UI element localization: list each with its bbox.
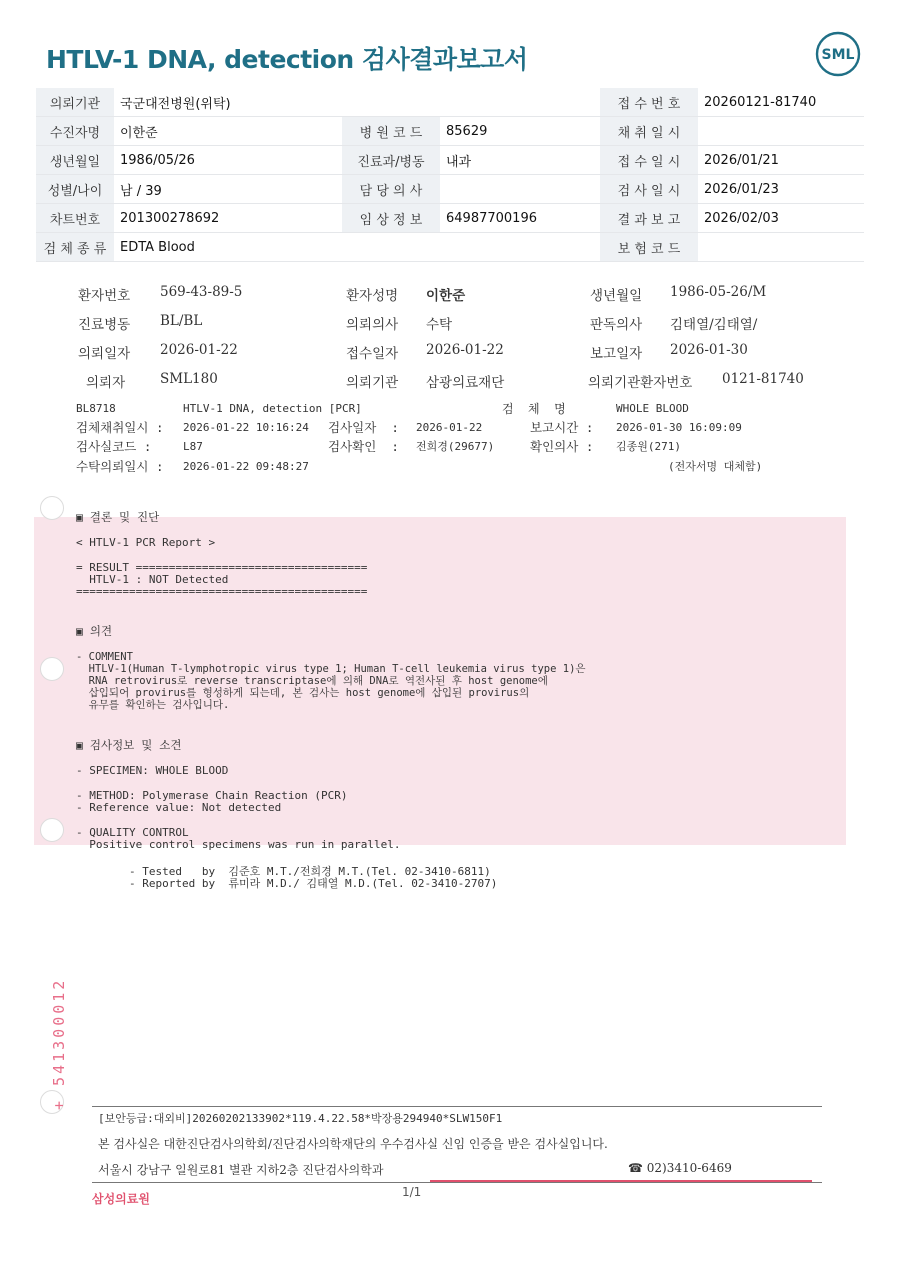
comment-block: - COMMENT HTLV-1(Human T-lymphotropic virus type 1; Human T-cell leukemia virus type 1)은 RNA retrovirus로 reverse transcriptase에 의해 DNA로 역전사된 후 host genome에 삽입되어 provirus를 형성하게 되는데, 본 검사는 host genome에 삽입된 provirus의 유무를 확인하는 검사입니다. [76, 651, 586, 711]
patient-no: 569-43-89-5 [160, 284, 243, 300]
specimen-label: 검 체 명 [502, 402, 566, 416]
collect-label: 검체채취일시 : [76, 420, 164, 435]
info-label: 접 수 번 호 [600, 88, 698, 117]
room-label: 검사실코드 : [76, 439, 152, 454]
reading-doctor-label: 판독의사 [590, 317, 643, 333]
report-date: 2026-01-30 [670, 342, 748, 358]
collect: 2026-01-22 10:16:24 [183, 421, 309, 434]
qc-block: - QUALITY CONTROL Positive control specimens was run in parallel. [76, 826, 401, 851]
confirm-doctor-label: 확인의사 : [530, 439, 594, 454]
ref-inst: 삼광의료재단 [426, 375, 505, 391]
table-row [36, 117, 864, 146]
inst-patient-no-label: 의뢰기관환자번호 [588, 375, 693, 391]
hospital-name: 삼성의료원 [92, 1192, 150, 1206]
esign-note: (전자서명 대체함) [668, 460, 763, 473]
info-label: 병 원 코 드 [342, 117, 440, 146]
method-block: - METHOD: Polymerase Chain Reaction (PCR) - Reference value: Not detected [76, 789, 348, 814]
footer-bottom-divider [92, 1182, 822, 1183]
test-date: 2026-01-22 [416, 421, 483, 434]
footer-top-divider [92, 1106, 822, 1107]
table-row [36, 88, 864, 117]
receipt-date: 2026-01-22 [426, 342, 504, 358]
receipt-date-label: 접수일자 [346, 346, 399, 362]
info-label: 검 사 일 시 [600, 175, 698, 204]
patient-no-label: 환자번호 [78, 288, 131, 304]
report-subtitle: < HTLV-1 PCR Report > [76, 536, 216, 549]
info-label: 담 당 의 사 [342, 175, 440, 204]
punch-hole [40, 818, 64, 842]
certification-text: 본 검사실은 대한진단검사의학회/진단검사의학재단의 우수검사실 신임 인증을 받은 검사실입니다. [98, 1137, 608, 1151]
info-label: 임 상 정 보 [342, 204, 440, 233]
info-label: 접 수 일 시 [600, 146, 698, 175]
address-text: 서울시 강남구 일원로81 별관 지하2층 진단검사의학과 [98, 1163, 384, 1177]
consign: 2026-01-22 09:48:27 [183, 460, 309, 473]
room: L87 [183, 440, 203, 453]
punch-hole [40, 496, 64, 520]
reading-doctor: 김태열/김태열/ [670, 317, 758, 333]
info-value: 64987700196 [440, 204, 600, 233]
request-date: 2026-01-22 [160, 342, 238, 358]
page-number: 1/1 [402, 1185, 422, 1199]
info-value: 1986/05/26 [114, 146, 342, 175]
report-time: 2026-01-30 16:09:09 [616, 421, 742, 434]
info-value [440, 175, 600, 204]
info-label: 진료과/병동 [342, 146, 440, 175]
signature-block: - Tested by 김준호 M.T./전희경 M.T.(Tel. 02-3410-6811) - Reported by 류미라 M.D./ 김태열 M.D.(Tel. 02-3410-2707) [128, 865, 498, 890]
ward-label: 진료병동 [78, 317, 131, 333]
info-value: 남 / 39 [114, 175, 342, 204]
info-empty [342, 88, 440, 117]
inst-patient-no: 0121-81740 [722, 371, 804, 387]
test-code: BL8718 [76, 402, 116, 415]
info-label: 결 과 보 고 [600, 204, 698, 233]
info-label: 수진자명 [36, 117, 114, 146]
confirm: 전희경(29677) [416, 440, 495, 453]
footer-accent-line [430, 1180, 812, 1182]
report-time-label: 보고시간 : [530, 420, 594, 435]
result-block: = RESULT =================================== HTLV-1 : NOT Detected ============================================ [76, 561, 368, 598]
info-empty [440, 233, 600, 262]
phone-text: ☎ 02)3410-6469 [628, 1161, 732, 1175]
ward: BL/BL [160, 313, 203, 329]
requester-label: 의뢰자 [86, 375, 126, 391]
birth: 1986-05-26/M [670, 284, 767, 300]
info-value: 내과 [440, 146, 600, 175]
table-row [36, 204, 864, 233]
info-value: 2026/01/21 [698, 146, 864, 175]
info-label: 성별/나이 [36, 175, 114, 204]
side-serial-number: + 541300012 [50, 977, 68, 1110]
test-name: HTLV-1 DNA, detection [PCR] [183, 402, 362, 415]
info-label: 차트번호 [36, 204, 114, 233]
specimen: WHOLE BLOOD [616, 402, 689, 415]
ref-doctor: 수탁 [426, 317, 453, 333]
info-label: 생년월일 [36, 146, 114, 175]
test-date-label: 검사일자 : [328, 420, 399, 435]
info-value: 2026/02/03 [698, 204, 864, 233]
info-value: EDTA Blood [114, 233, 342, 262]
info-value: 20260121-81740 [698, 88, 864, 117]
specimen-line: - SPECIMEN: WHOLE BLOOD [76, 764, 229, 777]
consign-label: 수탁의뢰일시 : [76, 459, 164, 474]
ref-inst-label: 의뢰기관 [346, 375, 399, 391]
info-value: 85629 [440, 117, 600, 146]
report-date-label: 보고일자 [590, 346, 643, 362]
table-row [36, 233, 864, 262]
requester: SML180 [160, 371, 218, 387]
info-label: 보 험 코 드 [600, 233, 698, 262]
info-value: 201300278692 [114, 204, 342, 233]
security-line: [보안등급:대외비]20260202133902*119.4.22.58*박장용294940*SLW150F1 [98, 1112, 503, 1125]
info-value [698, 117, 864, 146]
info-table [36, 88, 864, 262]
sml-logo [814, 30, 862, 78]
section-result-heading: ▣ 결론 및 진단 [76, 510, 160, 524]
ref-doctor-label: 의뢰의사 [346, 317, 399, 333]
info-value: 이한준 [114, 117, 342, 146]
punch-hole [40, 657, 64, 681]
table-row [36, 175, 864, 204]
section-info-heading: ▣ 검사정보 및 소견 [76, 738, 182, 752]
report-title: HTLV-1 DNA, detection 검사결과보고서 [46, 45, 528, 74]
info-empty [342, 233, 440, 262]
confirm-doctor: 김종원(271) [616, 440, 681, 453]
request-date-label: 의뢰일자 [78, 346, 131, 362]
info-label: 검 체 종 류 [36, 233, 114, 262]
info-label: 의뢰기관 [36, 88, 114, 117]
info-value: 국군대전병원(위탁) [114, 88, 342, 117]
patient-name: 이한준 [426, 288, 466, 304]
logo-text: SML [821, 47, 855, 63]
birth-label: 생년월일 [590, 288, 643, 304]
info-label: 채 취 일 시 [600, 117, 698, 146]
info-value: 2026/01/23 [698, 175, 864, 204]
info-empty [440, 88, 600, 117]
section-opinion-heading: ▣ 의견 [76, 624, 113, 638]
patient-name-label: 환자성명 [346, 288, 399, 304]
info-value [698, 233, 864, 262]
confirm-label: 검사확인 : [328, 439, 399, 454]
table-row [36, 146, 864, 175]
